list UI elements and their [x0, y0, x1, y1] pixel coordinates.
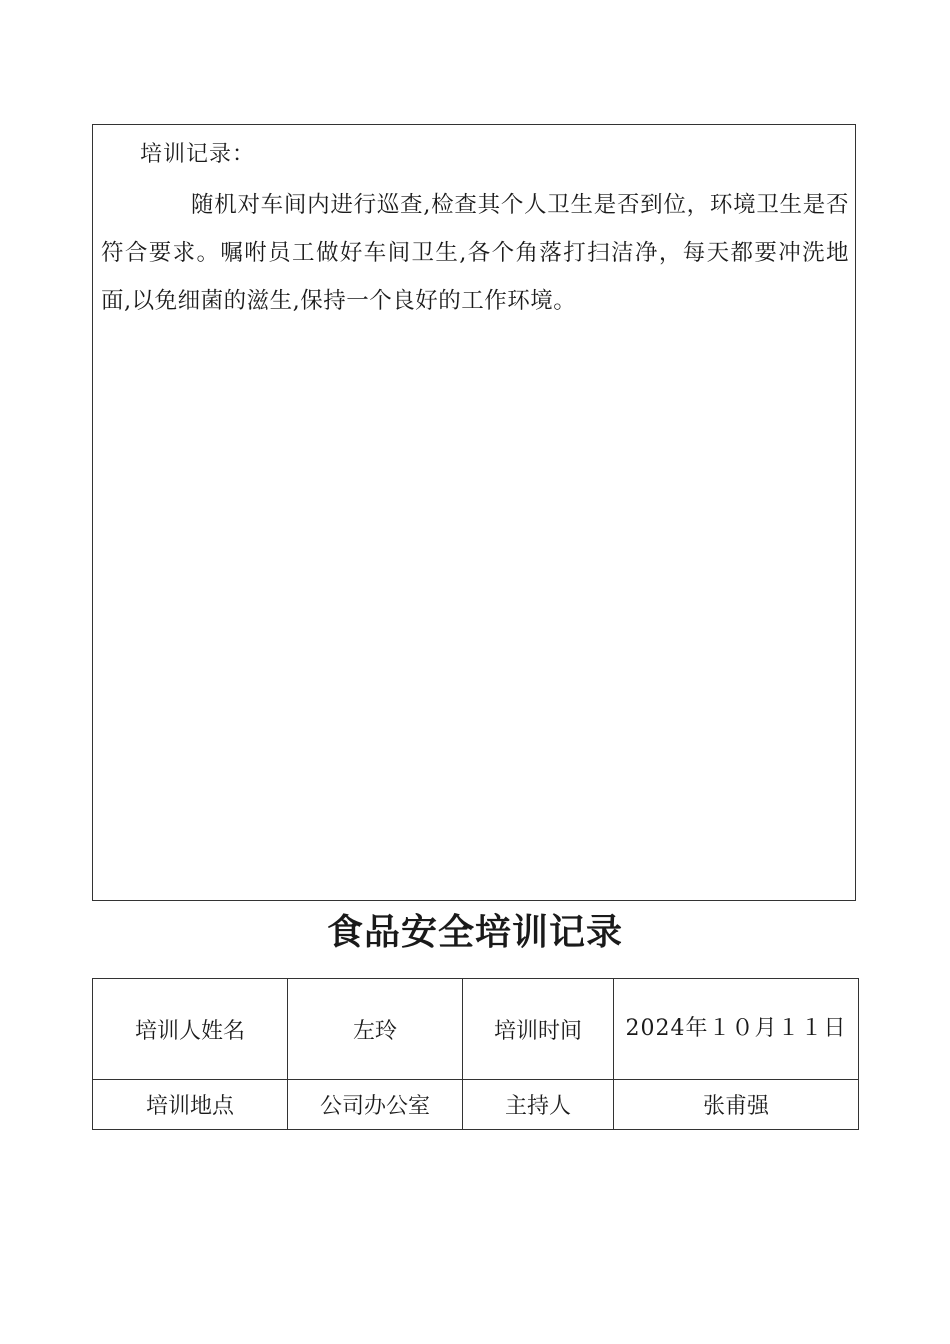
page-title: 食品安全培训记录 — [326, 911, 623, 953]
training-record-box — [92, 124, 856, 901]
table-row — [93, 979, 859, 1080]
host-label: 主持人 — [463, 1080, 614, 1130]
location-value: 公司办公室 — [288, 1080, 463, 1130]
record-body-text: 随机对车间内进行巡查,检查其个人卫生是否到位，环境卫生是否符合要求。嘱咐员工做好车间卫生,各个角落打扫洁净，每天都要冲洗地面,以免细菌的滋生,保持一个良好的工作环境。 — [101, 192, 849, 314]
location-label: 培训地点 — [93, 1080, 288, 1130]
trainee-label: 培训人姓名 — [93, 979, 288, 1080]
table-row — [93, 1080, 859, 1130]
trainee-value: 左玲 — [288, 979, 463, 1080]
time-label: 培训时间 — [463, 979, 614, 1080]
record-heading: 培训记录： — [140, 142, 256, 167]
host-value: 张甫强 — [614, 1080, 859, 1130]
time-value: 2024年１０月１１日 — [614, 979, 859, 1080]
training-info-table — [92, 978, 859, 1130]
